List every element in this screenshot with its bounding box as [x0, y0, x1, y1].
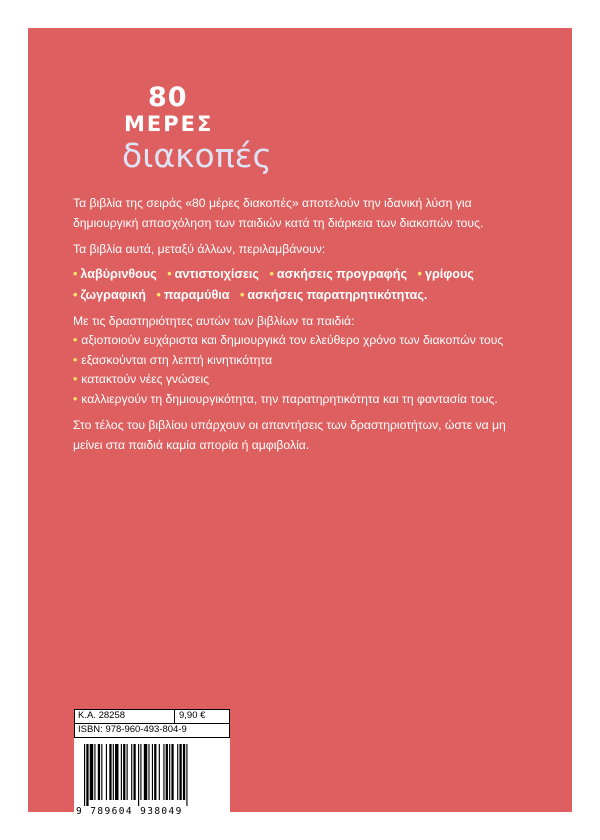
barcode-bars — [78, 744, 226, 806]
intro-line-2: δημιουργική απασχόληση των παιδιών κατά τη διάρκεια των διακοπών τους. — [73, 215, 484, 230]
bullet-icon: • — [73, 266, 78, 281]
bullet-icon: • — [73, 352, 78, 367]
label-row-code-price — [74, 709, 230, 723]
barcode-number: 9 789604 938049 — [76, 806, 183, 817]
logo-word-diakopes: διακοπές — [122, 136, 272, 175]
logo-word-meres: ΜΕΡΕΣ — [124, 112, 214, 136]
topic-item: ασκήσεις προγραφής — [276, 266, 408, 281]
topic-item: ζωγραφική — [80, 287, 146, 302]
topic-item: ασκήσεις παρατηρητικότητας. — [247, 287, 428, 302]
activity-text: καλλιεργούν τη δημιουργικότητα, την παρατηρητικότητα και τη φαντασία τους. — [81, 391, 498, 406]
activity-item — [73, 351, 533, 371]
barcode — [74, 742, 230, 819]
bullet-icon: • — [269, 266, 274, 281]
bullet-icon: • — [417, 266, 422, 281]
bullet-icon: • — [167, 266, 172, 281]
topics-row-2 — [73, 285, 533, 306]
isbn: ISBN: 978-960-493-804-9 — [74, 723, 230, 738]
activity-item — [73, 390, 533, 410]
activity-text: εξασκούνται στη λεπτή κινητικότητα — [81, 352, 273, 367]
activity-item — [73, 370, 533, 390]
back-cover — [28, 28, 572, 817]
topic-item: γρίφους — [424, 266, 474, 281]
bullet-icon: • — [73, 333, 78, 347]
includes-heading: Τα βιβλία αυτά, μεταξύ άλλων, περιλαμβάνουν: — [73, 242, 326, 256]
intro-line-1: Τα βιβλία της σειράς «80 μέρες διακοπές» αποτελούν την ιδανική λύση για — [73, 196, 472, 210]
series-logo — [76, 82, 272, 182]
topics-row-1 — [73, 264, 533, 285]
bullet-icon: • — [73, 287, 78, 302]
description — [73, 194, 533, 455]
closing-line-1: Στο τέλος του βιβλίου υπάρχουν οι απαντήσεις των δραστηριοτήτων, ώστε να μη — [73, 418, 506, 432]
bullet-icon: • — [73, 391, 78, 406]
logo-number: 80 — [148, 82, 188, 113]
topic-item: λαβύρινθους — [80, 266, 157, 281]
activity-text: αξιοποιούν ευχάριστα και δημιουργικά τον ελεύθερο χρόνο των διακοπών τους — [81, 333, 504, 347]
price: 9,90 € — [179, 710, 206, 721]
activity-item — [73, 331, 533, 351]
topics-list — [73, 264, 533, 306]
bullet-icon: • — [73, 372, 78, 386]
bullet-icon: • — [240, 287, 245, 302]
closing-line-2: μείνει στα παιδιά καμία απορία ή αμφιβολία. — [73, 437, 310, 452]
bullet-icon: • — [156, 287, 161, 302]
activity-text: κατακτούν νέες γνώσεις — [81, 372, 210, 386]
product-code: Κ.Α. 28258 — [75, 710, 175, 723]
topic-item: παραμύθια — [163, 287, 230, 302]
topic-item: αντιστοιχίσεις — [174, 266, 259, 281]
price-label — [74, 709, 230, 819]
activities-heading: Με τις δραστηριότητες αυτών των βιβλίων τα παιδιά: — [73, 313, 355, 328]
